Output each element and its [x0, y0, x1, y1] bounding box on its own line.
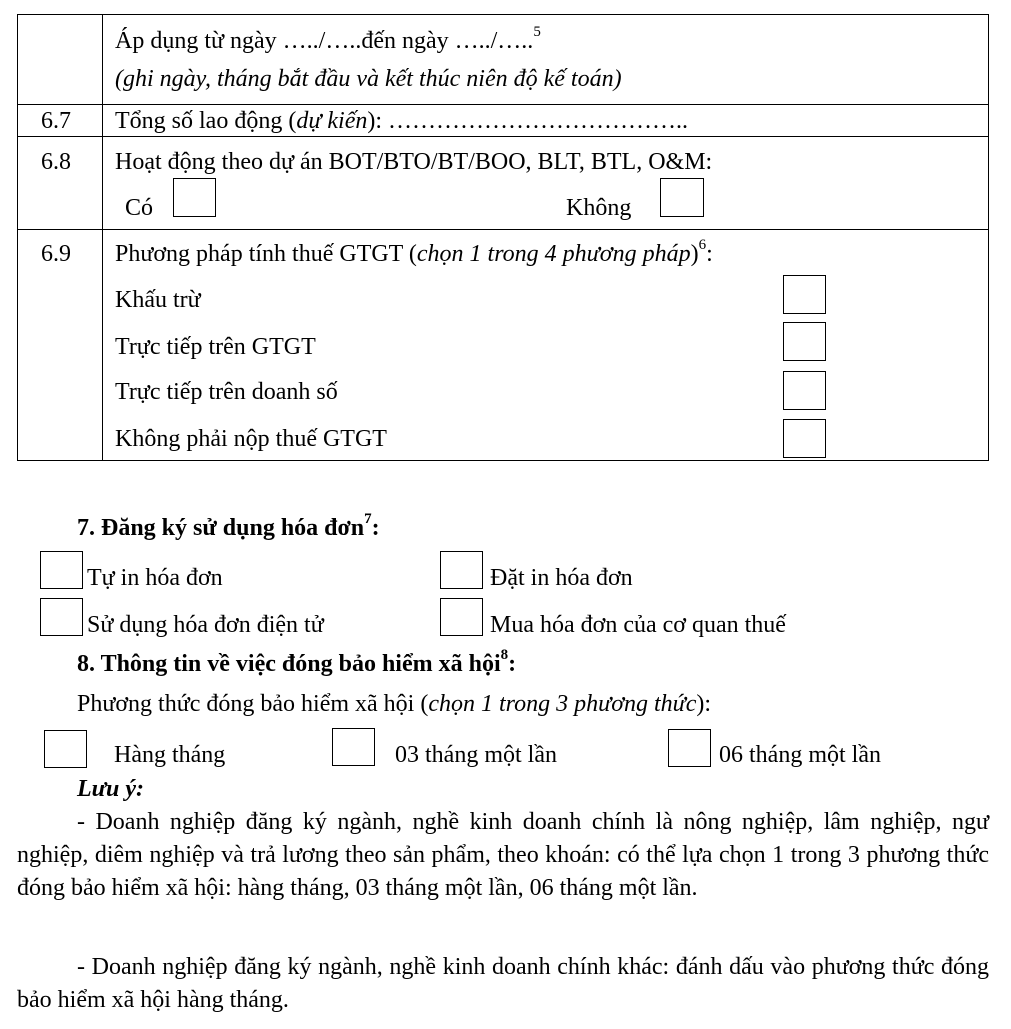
section-7-title: 7. Đăng ký sử dụng hóa đơn$^7$:: [77, 511, 380, 541]
note-paragraph-1: - Doanh nghiệp đăng ký ngành, nghề kinh doanh chính là nông nghiệp, lâm nghiệp, ngư nghiệp, diêm nghiệp và trả lương theo sản phẩm, theo khoán: có thể lựa chọn 1 trong 3 phương thức đóng bảo hiểm xã hội: hàng tháng, 03 tháng một lần, 06 tháng một lần.: [17, 809, 989, 901]
vat-option-deduction: Khấu trừ: [115, 287, 201, 313]
bot-no-label: Không: [566, 195, 632, 221]
table-column-divider: [102, 14, 103, 461]
insurance-quarterly-label: 03 tháng một lần: [395, 742, 557, 768]
tax-office-invoice-label: Mua hóa đơn của cơ quan thuế: [490, 612, 786, 638]
insurance-quarterly-checkbox[interactable]: [332, 728, 375, 766]
bot-project-label: Hoạt động theo dự án BOT/BTO/BT/BOO, BLT, BTL, O&M:: [115, 149, 713, 175]
vat-method-label: Phương pháp tính thuế GTGT (chọn 1 trong 4 phương pháp)$^6$:: [115, 237, 713, 267]
vat-option-direct-gtgt: Trực tiếp trên GTGT: [115, 334, 316, 360]
vat-deduction-checkbox[interactable]: [783, 275, 826, 314]
apply-date-hint: (ghi ngày, tháng bắt đầu và kết thúc niên độ kế toán): [115, 66, 622, 92]
tax-office-invoice-checkbox[interactable]: [440, 598, 483, 636]
row-number-6-7: 6.7: [41, 108, 71, 134]
bot-yes-label: Có: [125, 195, 154, 221]
note-paragraph-2: - Doanh nghiệp đăng ký ngành, nghề kinh doanh chính khác: đánh dấu vào phương thức đóng bảo hiểm xã hội hàng tháng.: [17, 954, 989, 1013]
e-invoice-checkbox[interactable]: [40, 598, 83, 636]
vat-option-exempt: Không phải nộp thuế GTGT: [115, 426, 387, 452]
self-print-invoice-checkbox[interactable]: [40, 551, 83, 589]
self-print-invoice-label: Tự in hóa đơn: [87, 565, 223, 591]
vat-direct-gtgt-checkbox[interactable]: [783, 322, 826, 361]
insurance-semiannual-label: 06 tháng một lần: [719, 742, 881, 768]
table-row-divider: [17, 104, 989, 105]
vat-exempt-checkbox[interactable]: [783, 419, 826, 458]
bot-yes-checkbox[interactable]: [173, 178, 216, 217]
row-number-6-8: 6.8: [41, 149, 71, 175]
vat-direct-revenue-checkbox[interactable]: [783, 371, 826, 410]
insurance-method-label: Phương thức đóng bảo hiểm xã hội (chọn 1 trong 3 phương thức):: [77, 691, 712, 717]
row-number-6-9: 6.9: [41, 241, 71, 267]
employee-count-label: Tổng số lao động (dự kiến): ………………………………..: [115, 108, 689, 134]
table-border-left: [17, 14, 18, 461]
order-print-invoice-checkbox[interactable]: [440, 551, 483, 589]
table-border-bottom: [17, 460, 989, 461]
table-row-divider: [17, 136, 989, 137]
e-invoice-label: Sử dụng hóa đơn điện tử: [87, 612, 324, 638]
table-border-right: [988, 14, 989, 461]
table-row-divider: [17, 229, 989, 230]
insurance-monthly-checkbox[interactable]: [44, 730, 87, 768]
vat-option-direct-revenue: Trực tiếp trên doanh số: [115, 379, 338, 405]
section-8-title: 8. Thông tin về việc đóng bảo hiểm xã hội$^8$:: [77, 647, 517, 677]
order-print-invoice-label: Đặt in hóa đơn: [490, 565, 633, 591]
insurance-semiannual-checkbox[interactable]: [668, 729, 711, 767]
insurance-monthly-label: Hàng tháng: [114, 742, 226, 768]
note-title: Lưu ý:: [77, 776, 145, 802]
table-border-top: [17, 14, 989, 15]
bot-no-checkbox[interactable]: [660, 178, 704, 217]
apply-date-line: Áp dụng từ ngày …../…..đến ngày …../…..$^5$: [115, 24, 541, 54]
